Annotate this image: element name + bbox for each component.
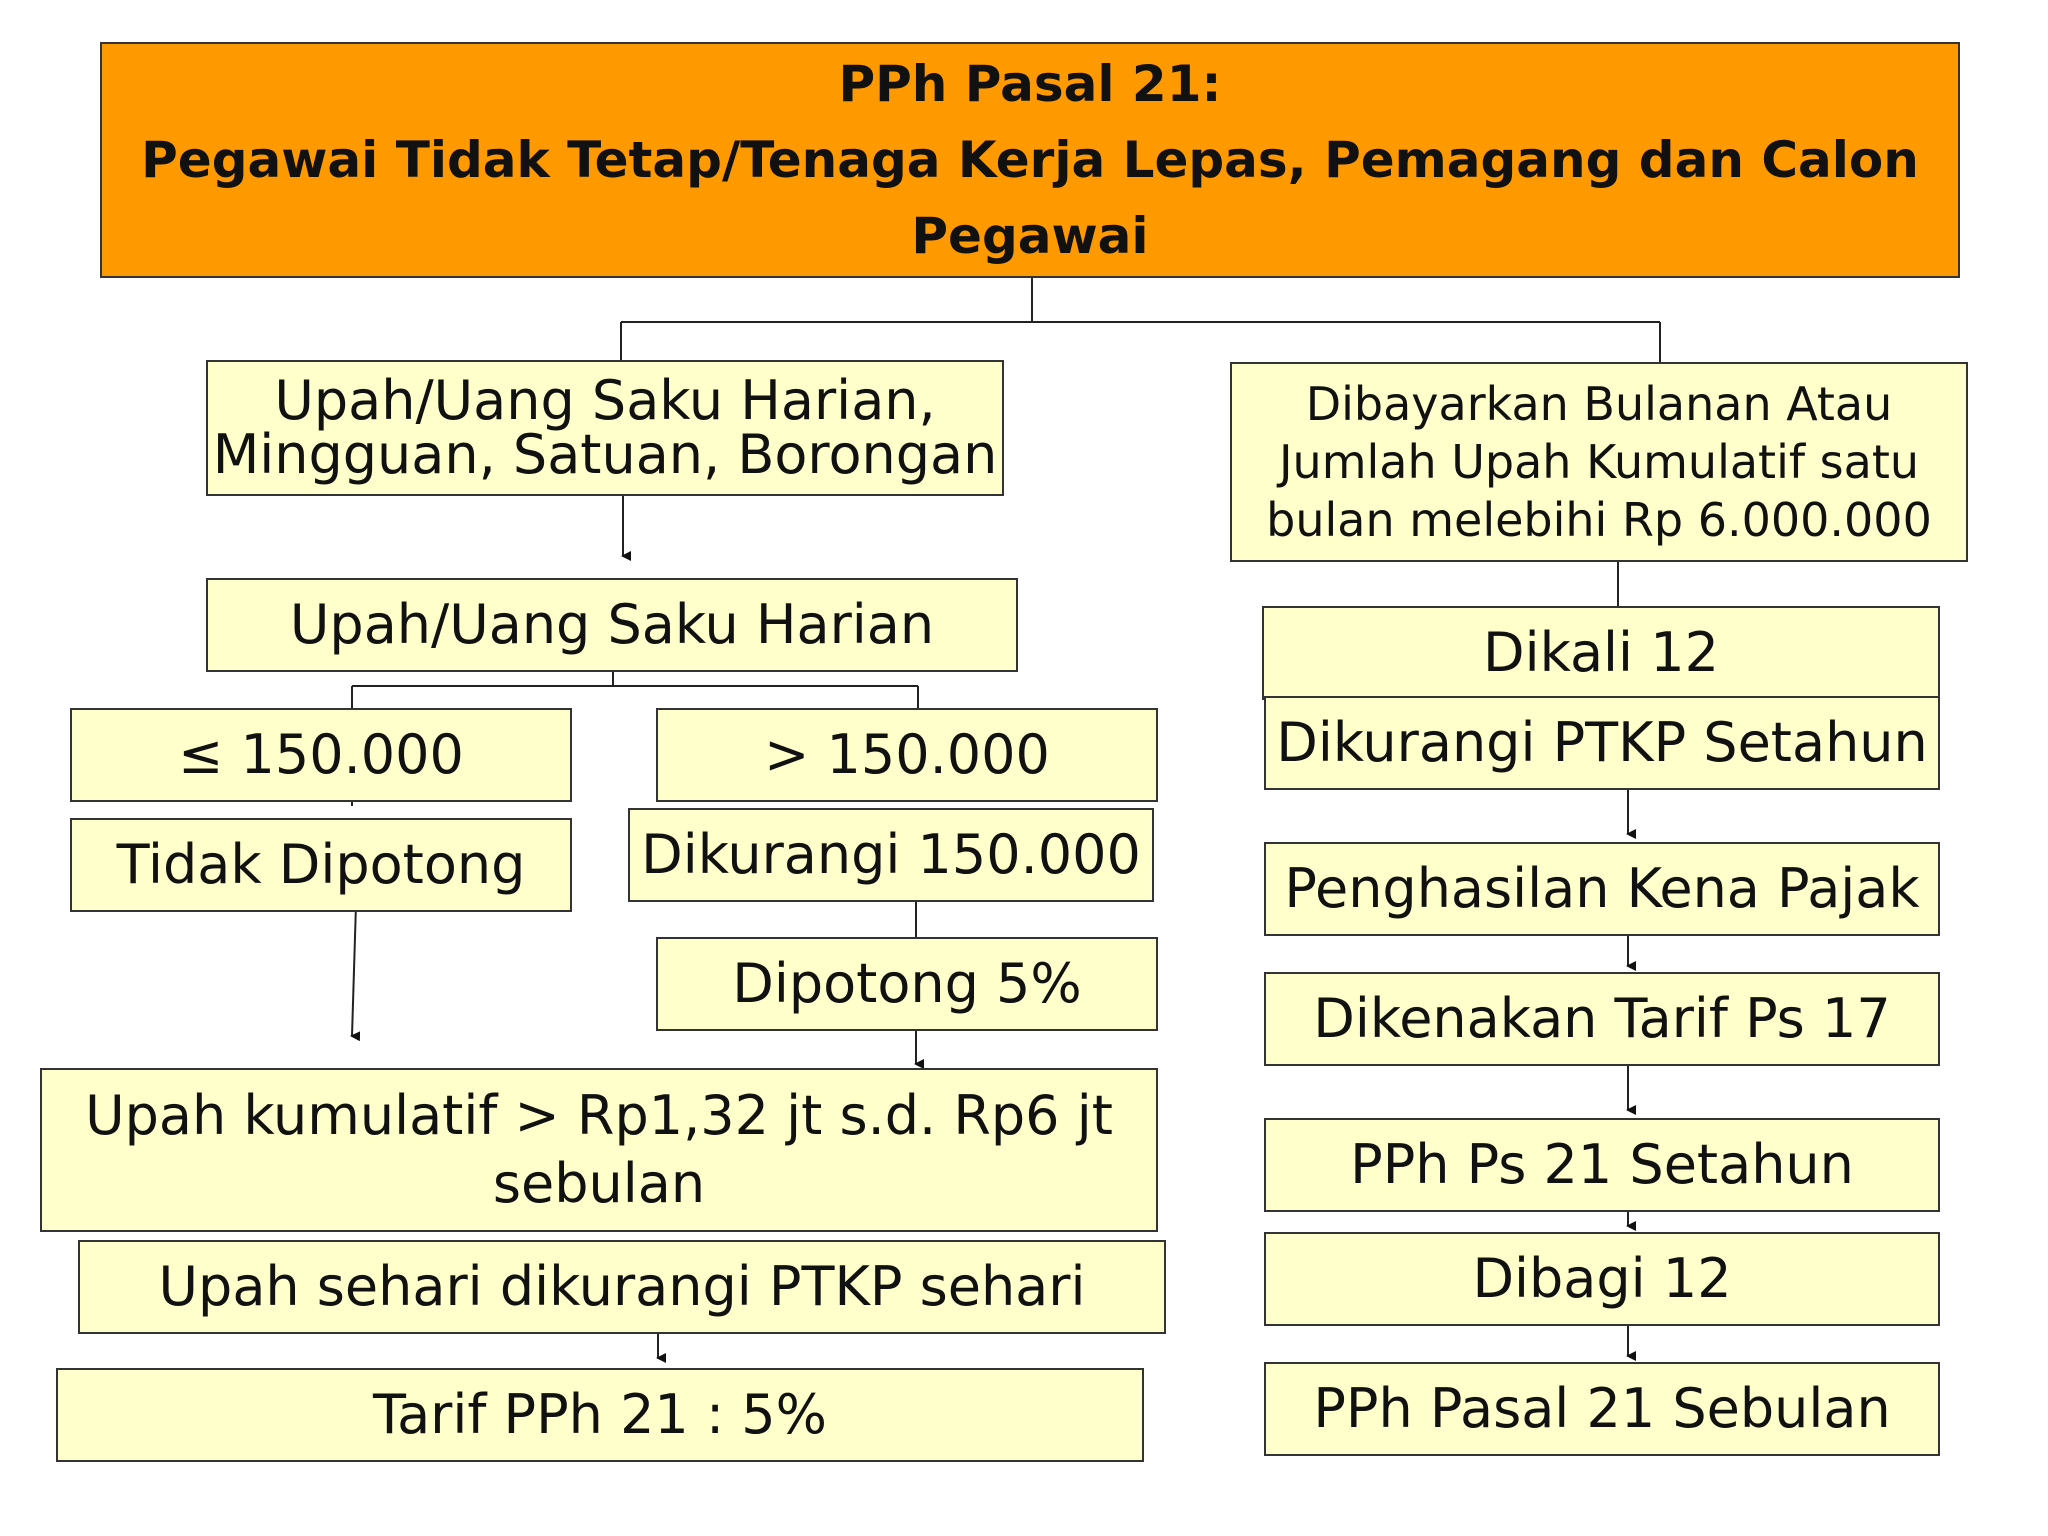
annual-pph-box: PPh Ps 21 Setahun xyxy=(1264,1118,1940,1212)
cumulative-line-2: sebulan xyxy=(492,1152,706,1215)
tariff-box: Tarif PPh 21 : 5% xyxy=(56,1368,1144,1462)
gt-threshold-box: > 150.000 xyxy=(656,708,1158,802)
monthly-pph-box: PPh Pasal 21 Sebulan xyxy=(1264,1362,1940,1456)
cumulative-line-1: Upah kumulatif > Rp1,32 jt s.d. Rp6 jt xyxy=(85,1084,1113,1147)
title-line-1: PPh Pasal 21: xyxy=(838,55,1222,113)
title-box xyxy=(100,42,1960,278)
arrow-notwithheld-down xyxy=(352,904,356,1036)
le-threshold-box: ≤ 150.000 xyxy=(70,708,572,802)
monthly-line-3: bulan melebihi Rp 6.000.000 xyxy=(1266,493,1932,547)
title-line-2: Pegawai Tidak Tetap/Tenaga Kerja Lepas, Pemagang dan Calon xyxy=(141,131,1919,189)
income-type-box xyxy=(206,360,1004,496)
times-12-box: Dikali 12 xyxy=(1262,606,1940,700)
taxable-income-box: Penghasilan Kena Pajak xyxy=(1264,842,1940,936)
daily-wage-box: Upah/Uang Saku Harian xyxy=(206,578,1018,672)
title-line-3: Pegawai xyxy=(911,207,1149,265)
divided-12-box: Dibagi 12 xyxy=(1264,1232,1940,1326)
not-withheld-box: Tidak Dipotong xyxy=(70,818,572,912)
minus-ptkp-box: Dikurangi PTKP Setahun xyxy=(1264,696,1940,790)
monthly-payment-box xyxy=(1230,362,1968,562)
cumulative-wage-box xyxy=(40,1068,1158,1232)
monthly-line-2: Jumlah Upah Kumulatif satu xyxy=(1278,435,1920,489)
withheld-rate-box: Dipotong 5% xyxy=(656,937,1158,1031)
monthly-line-1: Dibayarkan Bulanan Atau xyxy=(1305,377,1893,431)
daily-minus-ptkp-box: Upah sehari dikurangi PTKP sehari xyxy=(78,1240,1166,1334)
income-type-line-1: Upah/Uang Saku Harian, xyxy=(274,369,936,432)
income-type-line-2: Mingguan, Satuan, Borongan xyxy=(212,423,998,486)
rate-art17-box: Dikenakan Tarif Ps 17 xyxy=(1264,972,1940,1066)
minus-threshold-box: Dikurangi 150.000 xyxy=(628,808,1154,902)
